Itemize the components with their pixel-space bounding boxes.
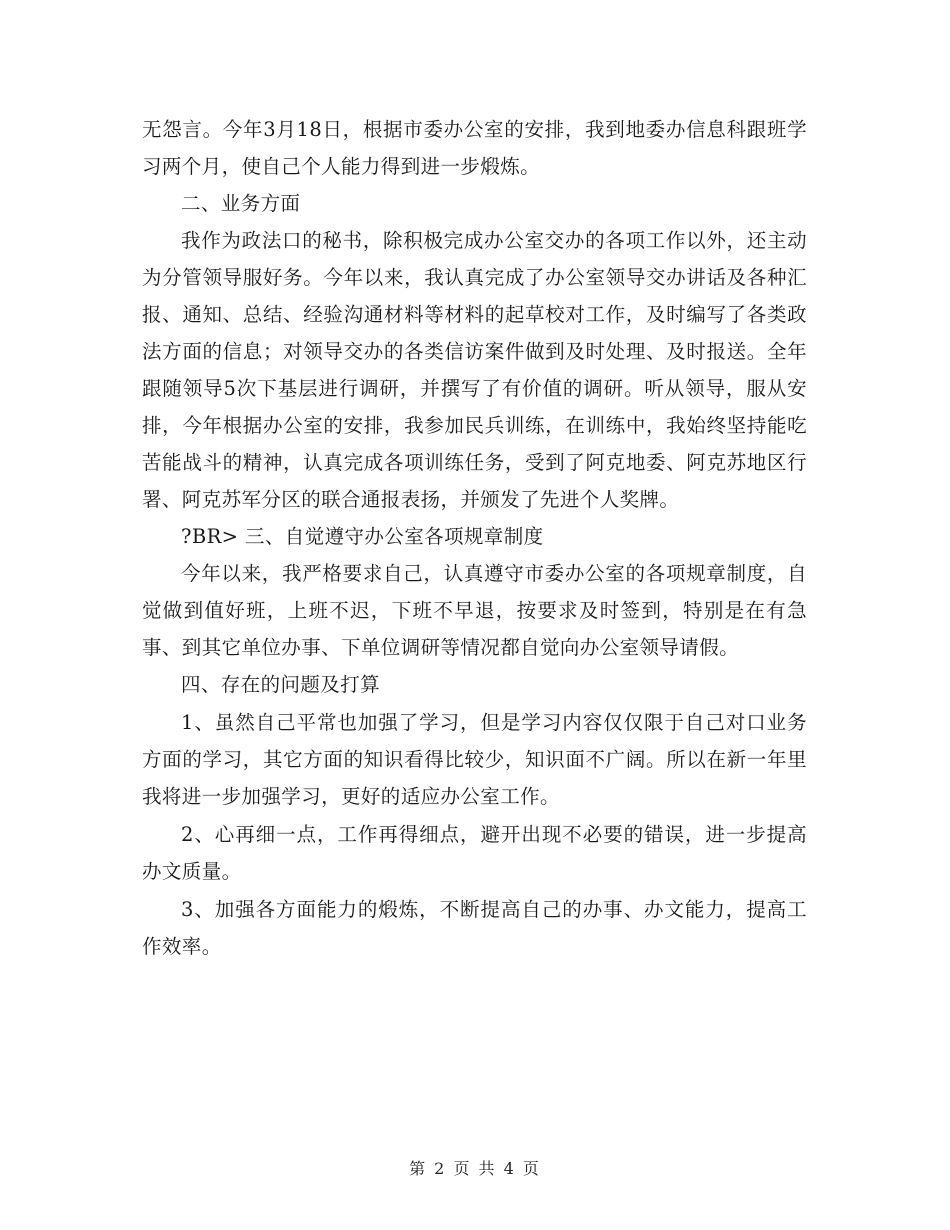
section-heading-problems: 四、存在的问题及打算 <box>181 673 381 696</box>
section-heading-business: 二、业务方面 <box>181 192 301 215</box>
list-item-1: 1、虽然自己平常也加强了学习，但是学习内容仅仅限于自己对口业务方面的学习，其它方面的知识看得比较少，知识面不广阔。所以在新一年里我将进一步加强学习，更好的适应办公室工作。 <box>142 711 807 808</box>
paragraph-continuation: 无怨言。今年3月18日，根据市委办公室的安排，我到地委办信息科跟班学习两个月，使自己个人能力得到进一步煅炼。 <box>142 118 807 178</box>
document-body <box>142 111 807 965</box>
list-item-2: 2、心再细一点，工作再得细点，避开出现不必要的错误，进一步提高办文质量。 <box>142 823 807 883</box>
section-heading-rules: ?BR> 三、自觉遵守办公室各项规章制度 <box>181 525 544 548</box>
paragraph-business: 我作为政法口的秘书，除积极完成办公室交办的各项工作以外，还主动为分管领导服好务。今年以来，我认真完成了办公室领导交办讲话及各种汇报、通知、总结、经验沟通材料等材料的起草校对工作，及时编写了各类政法方面的信息；对领导交办的各类信访案件做到及时处理、及时报送。全年跟随领导5次下基层进行调研，并撰写了有价值的调研。听从领导，服从安排，今年根据办公室的安排，我参加民兵训练，在训练中，我始终坚持能吃苦能战斗的精神，认真完成各项训练任务，受到了阿克地委、阿克苏地区行署、阿克苏军分区的联合通报表扬，并颁发了先进个人奖牌。 <box>142 229 807 511</box>
page-number-footer: 第 2 页 共 4 页 <box>409 1159 541 1178</box>
paragraph-rules: 今年以来，我严格要求自己，认真遵守市委办公室的各项规章制度，自觉做到值好班，上班不迟，下班不早退，按要求及时签到，特别是在有急事、到其它单位办事、下单位调研等情况都自觉向办公室领导请假。 <box>142 562 807 659</box>
list-item-3: 3、加强各方面能力的煅炼，不断提高自己的办事、办文能力，提高工作效率。 <box>142 898 807 958</box>
